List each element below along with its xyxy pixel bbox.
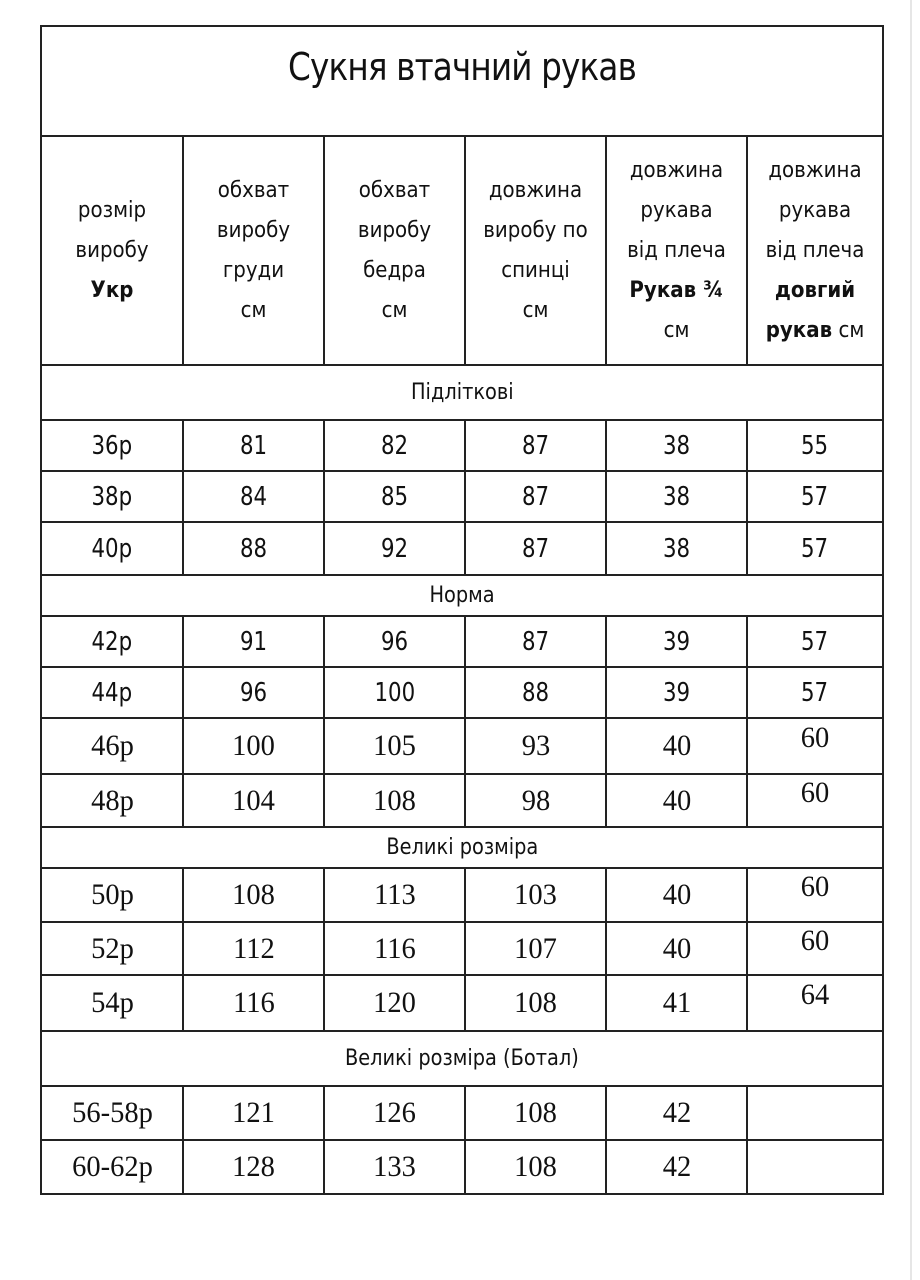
sleeve34-cell: 38 — [662, 533, 691, 564]
hips-cell: 126 — [373, 1096, 416, 1129]
sleevelong-cell: 60 — [800, 870, 830, 903]
chest-cell: 108 — [232, 878, 275, 911]
length-cell: 107 — [514, 931, 557, 965]
table-title — [41, 26, 883, 136]
table-row — [41, 868, 883, 922]
size-cell: 60-62р — [71, 1150, 153, 1183]
header-chest-line-4: см — [240, 297, 267, 323]
length-cell: 87 — [521, 430, 550, 461]
header-sleeve-long — [747, 136, 883, 365]
length-cell: 93 — [521, 729, 550, 762]
chest-cell: 100 — [232, 729, 275, 762]
header-size-line-1: розмір — [77, 197, 147, 223]
section-teen — [41, 365, 883, 420]
chest-cell: 128 — [232, 1150, 275, 1183]
size-cell: 36р — [91, 430, 133, 461]
hips-cell: 82 — [380, 430, 409, 461]
header-back-line-2: виробу по — [483, 217, 588, 243]
header-sleevelong-bold-2: рукав — [765, 317, 833, 343]
size-cell: 42р — [91, 626, 133, 657]
header-sleevelong-line-1: довжина — [768, 157, 862, 183]
chest-cell: 88 — [239, 533, 268, 564]
header-sleevelong-line-2: рукава — [778, 197, 852, 223]
length-cell: 87 — [521, 481, 550, 512]
hips-cell: 133 — [373, 1150, 416, 1183]
hips-cell: 116 — [373, 931, 416, 965]
chest-cell: 91 — [239, 626, 268, 657]
header-sleevelong-bold: довгий — [774, 277, 856, 303]
sleeve34-cell: 39 — [662, 626, 691, 657]
table-row — [41, 471, 883, 522]
chest-cell: 104 — [232, 783, 275, 817]
section-label: Великі розміра — [386, 835, 538, 860]
section-label: Норма — [429, 583, 495, 608]
header-sleeve-three-quarter — [606, 136, 747, 365]
table-row — [41, 667, 883, 718]
section-label: Великі розміра (Ботал) — [345, 1046, 579, 1071]
table-row — [41, 774, 883, 827]
chest-cell: 121 — [232, 1096, 275, 1129]
header-chest-line-2: виробу — [216, 217, 291, 243]
length-cell: 108 — [514, 1150, 557, 1183]
sleeve34-cell: 41 — [662, 986, 691, 1019]
length-cell: 108 — [514, 1096, 557, 1129]
chest-cell: 96 — [239, 677, 268, 708]
length-cell: 103 — [514, 878, 557, 911]
size-cell: 40р — [91, 533, 133, 564]
table-row — [41, 1086, 883, 1140]
header-back-line-3: спинці — [501, 257, 570, 283]
sleevelong-cell: 57 — [801, 533, 829, 564]
table-row — [41, 1140, 883, 1194]
header-chest-line-1: обхват — [217, 177, 290, 203]
section-label: Підліткові — [410, 380, 514, 405]
hips-cell: 85 — [380, 481, 409, 512]
sleevelong-cell: 57 — [801, 481, 829, 512]
sleeve34-cell: 42 — [662, 1096, 691, 1129]
sleeve34-cell: 39 — [662, 677, 691, 708]
header-back-line-4: см — [522, 297, 549, 323]
header-sleevelong-unit: см — [838, 317, 865, 343]
sleevelong-cell: 60 — [800, 775, 830, 809]
table-row — [41, 718, 883, 774]
sleevelong-cell: 55 — [801, 430, 829, 461]
header-size-bold: Укр — [90, 277, 134, 303]
header-sleeve34-line-1: довжина — [629, 157, 724, 183]
sleeve34-cell: 42 — [662, 1150, 691, 1183]
length-cell: 87 — [521, 626, 550, 657]
sleeve34-cell: 38 — [662, 430, 691, 461]
table-row — [41, 975, 883, 1031]
header-back-length — [465, 136, 606, 365]
page-edge-divider — [910, 0, 912, 1280]
length-cell: 88 — [521, 677, 550, 708]
section-normal — [41, 575, 883, 616]
chest-cell: 116 — [232, 986, 275, 1019]
sleevelong-cell: 60 — [800, 923, 830, 957]
sleevelong-cell: 60 — [800, 721, 830, 754]
sleevelong-cell: 64 — [800, 978, 830, 1011]
size-cell: 48р — [90, 783, 134, 817]
sleeve34-cell: 38 — [662, 481, 691, 512]
section-large-botal — [41, 1031, 883, 1086]
header-chest-line-3: груди — [222, 257, 285, 283]
header-size-line-2: виробу — [75, 237, 149, 263]
size-cell: 50р — [90, 878, 134, 911]
sleeve34-cell: 40 — [662, 878, 691, 911]
size-cell: 38р — [91, 481, 133, 512]
table-row — [41, 522, 883, 575]
header-hips — [324, 136, 465, 365]
header-sleevelong-line-3: від плеча — [765, 237, 865, 263]
header-sleeve34-line-2: рукава — [640, 197, 713, 223]
size-cell: 46р — [90, 729, 134, 762]
table-row — [41, 420, 883, 471]
header-row — [41, 136, 883, 365]
header-hips-line-4: см — [381, 297, 408, 323]
chest-cell: 84 — [239, 481, 268, 512]
header-sleeve34-unit: см — [663, 317, 690, 343]
length-cell: 87 — [521, 533, 550, 564]
header-back-line-1: довжина — [488, 177, 583, 203]
hips-cell: 113 — [373, 878, 416, 911]
header-size — [41, 136, 183, 365]
chest-cell: 81 — [239, 430, 268, 461]
sleeve34-cell: 40 — [662, 931, 691, 965]
header-sleeve34-line-3: від плеча — [627, 237, 726, 263]
title-text: Сукня втачний рукав — [288, 45, 636, 89]
sleevelong-cell: 57 — [801, 626, 829, 657]
table-row — [41, 922, 883, 975]
size-cell: 52р — [90, 931, 134, 965]
hips-cell: 92 — [380, 533, 409, 564]
chest-cell: 112 — [232, 931, 275, 965]
size-cell: 54р — [90, 986, 134, 1019]
header-hips-line-2: виробу — [357, 217, 432, 243]
hips-cell: 105 — [373, 729, 416, 762]
sleeve34-cell: 40 — [662, 783, 691, 817]
length-cell: 98 — [521, 783, 550, 817]
hips-cell: 108 — [373, 783, 416, 817]
size-chart-table — [40, 25, 884, 1195]
hips-cell: 96 — [380, 626, 409, 657]
hips-cell: 120 — [373, 986, 416, 1019]
table-row — [41, 616, 883, 667]
sleevelong-cell: 57 — [801, 677, 829, 708]
header-sleeve34-bold: Рукав ¾ — [629, 277, 724, 303]
header-chest — [183, 136, 324, 365]
size-cell: 56-58р — [71, 1096, 153, 1129]
header-hips-line-3: бедра — [363, 257, 426, 283]
hips-cell: 100 — [374, 677, 415, 708]
size-cell: 44р — [91, 677, 133, 708]
section-large — [41, 827, 883, 868]
header-hips-line-1: обхват — [358, 177, 431, 203]
sleeve34-cell: 40 — [662, 729, 691, 762]
length-cell: 108 — [514, 986, 557, 1019]
